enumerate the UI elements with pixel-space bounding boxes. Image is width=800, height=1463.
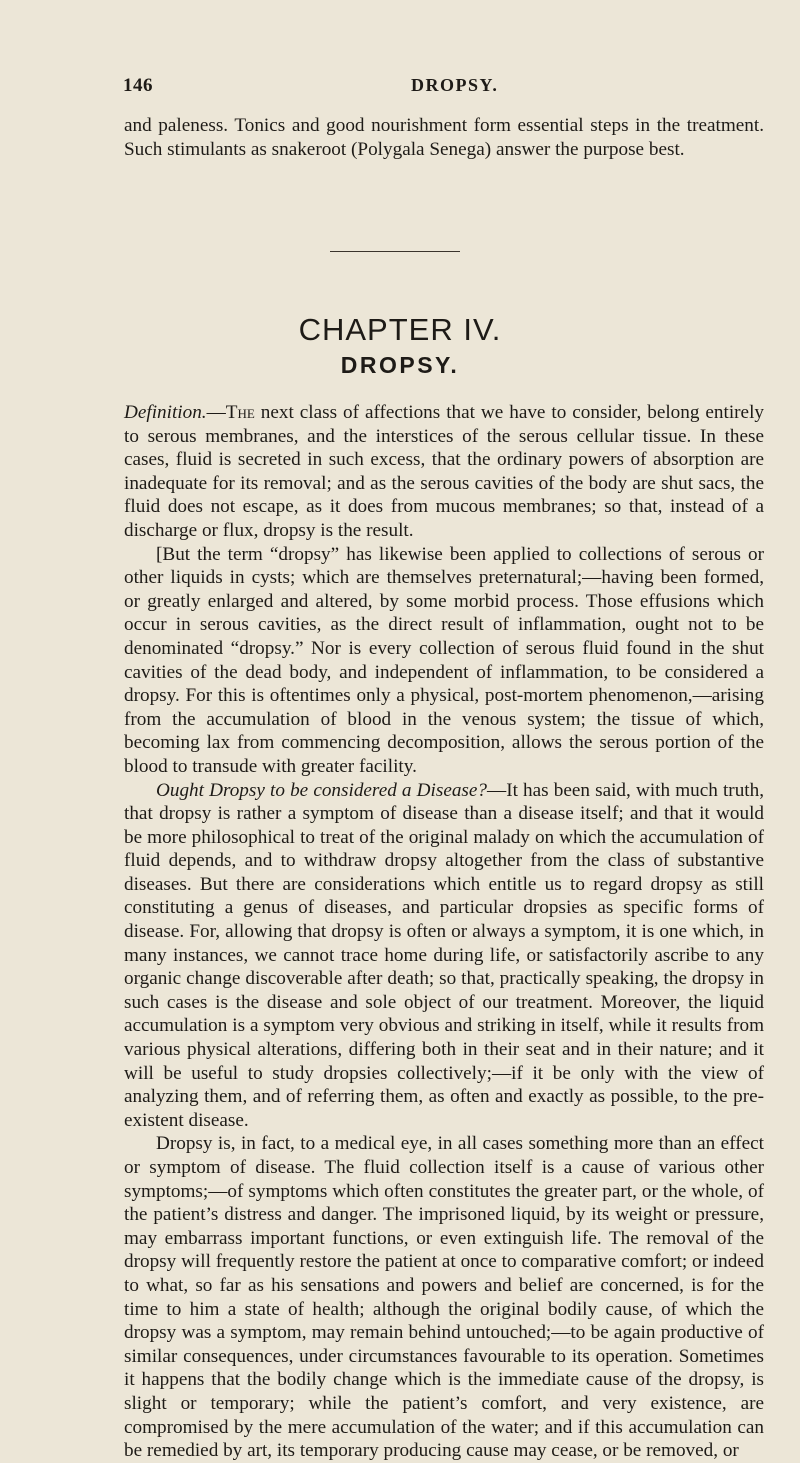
paragraph-disease-question	[124, 779, 764, 1133]
chapter-heading: CHAPTER IV.	[298, 312, 502, 347]
paragraph-lead: Definition.	[124, 402, 207, 423]
chapter-body	[124, 401, 764, 1463]
paragraph-smallcaps: The	[225, 402, 255, 423]
paragraph-text: —It has been said, with much truth, that dropsy is rather a symptom of disease than a disease itself; and that it would be more philosophical to treat of the original malady on which the accumulation of fluid depends, and to withdraw dropsy altogether from the class of substantive diseases. But there are considerations which entitle us to regard dropsy as still constituting a genus of diseases, and particular dropsies as specific forms of disease. For, allowing that dropsy is often or always a symptom, it is one which, in many instances, we cannot trace home during life, or satisfactorily ascribe to any organic change discoverable after death; so that, practically speaking, the dropsy in such cases is the disease and sole object of our treatment. Moreover, the liquid accumulation is a symptom very obvious and striking in itself, while it results from various physical alterations, differing both in their seat and in their nature; and it will be useful to study dropsies collectively;—if it be only with the view of analyzing them, and of referring them, as often and exactly as possible, to the pre-existent disease.	[124, 779, 765, 1131]
paragraph-medical-eye: Dropsy is, in fact, to a medical eye, in all cases something more than an effect or symptom of disease. The fluid collection itself is a cause of various other symptoms;—of symptoms which often constitutes the greater part, or the whole, of the patient’s distress and danger. The imprisoned liquid, by its weight or pressure, may embarrass important functions, or even extinguish life. The removal of the dropsy will frequently restore the patient at once to comparative comfort; or indeed to what, so far as his sensations and powers and belief are concerned, is for the time to him a state of health; although the original bodily cause, of which the dropsy was a symptom, may remain behind untouched;—to be again productive of similar consequences, under circumstances favourable to its operation. Sometimes it happens that the bodily change which is the immediate cause of the dropsy, is slight or temporary; while the patient’s comfort, and very existence, are compromised by the mere accumulation of the water; and if this accumulation can be remedied by art, its temporary producing cause may cease, or be removed, or	[124, 1133, 764, 1462]
paragraph-dash: —	[206, 402, 226, 423]
running-title: DROPSY.	[411, 75, 499, 95]
page-number: 146	[123, 75, 153, 96]
chapter-subtitle: DROPSY.	[340, 352, 460, 378]
running-head	[123, 75, 760, 99]
paragraph-term-dropsy: [But the term “dropsy” has likewise been applied to collections of serous or other liquids in cysts; which are themselves preternatural;—having been formed, or greatly enlarged and altered, by some morbid process. Those effusions which occur in serous cavities, as the direct result of inflammation, ought not to be denominated “dropsy.” Nor is every collection of serous fluid found in the shut cavities of the dead body, and independent of inflammation, to be considered a dropsy. For this is oftentimes only a physical, post-mortem phenomenon,—arising from the accumulation of blood in the venous system; the tissue of which, becoming lax from commencing decomposition, allows the serous portion of the blood to transude with greater facility.	[124, 543, 764, 777]
section-divider	[330, 251, 460, 252]
paragraph-text: next class of affections that we have to consider, belong entirely to serous membranes, and the interstices of the serous cellular tissue. In these cases, fluid is secreted in such excess, that the ordinary powers of absorption are inadequate for its removal; and as the serous cavities of the body are shut sacs, the fluid does not escape, as it does from mucous membranes; so that, instead of a discharge or flux, dropsy is the result.	[124, 402, 764, 541]
intro-paragraph: and paleness. Tonics and good nourishment form essential steps in the treatment. Such stimulants as snakeroot (Polygala Senega) answer the purpose best.	[124, 115, 764, 160]
paragraph-lead: Ought Dropsy to be considered a Disease?	[156, 779, 488, 801]
paragraph-definition	[124, 401, 764, 543]
